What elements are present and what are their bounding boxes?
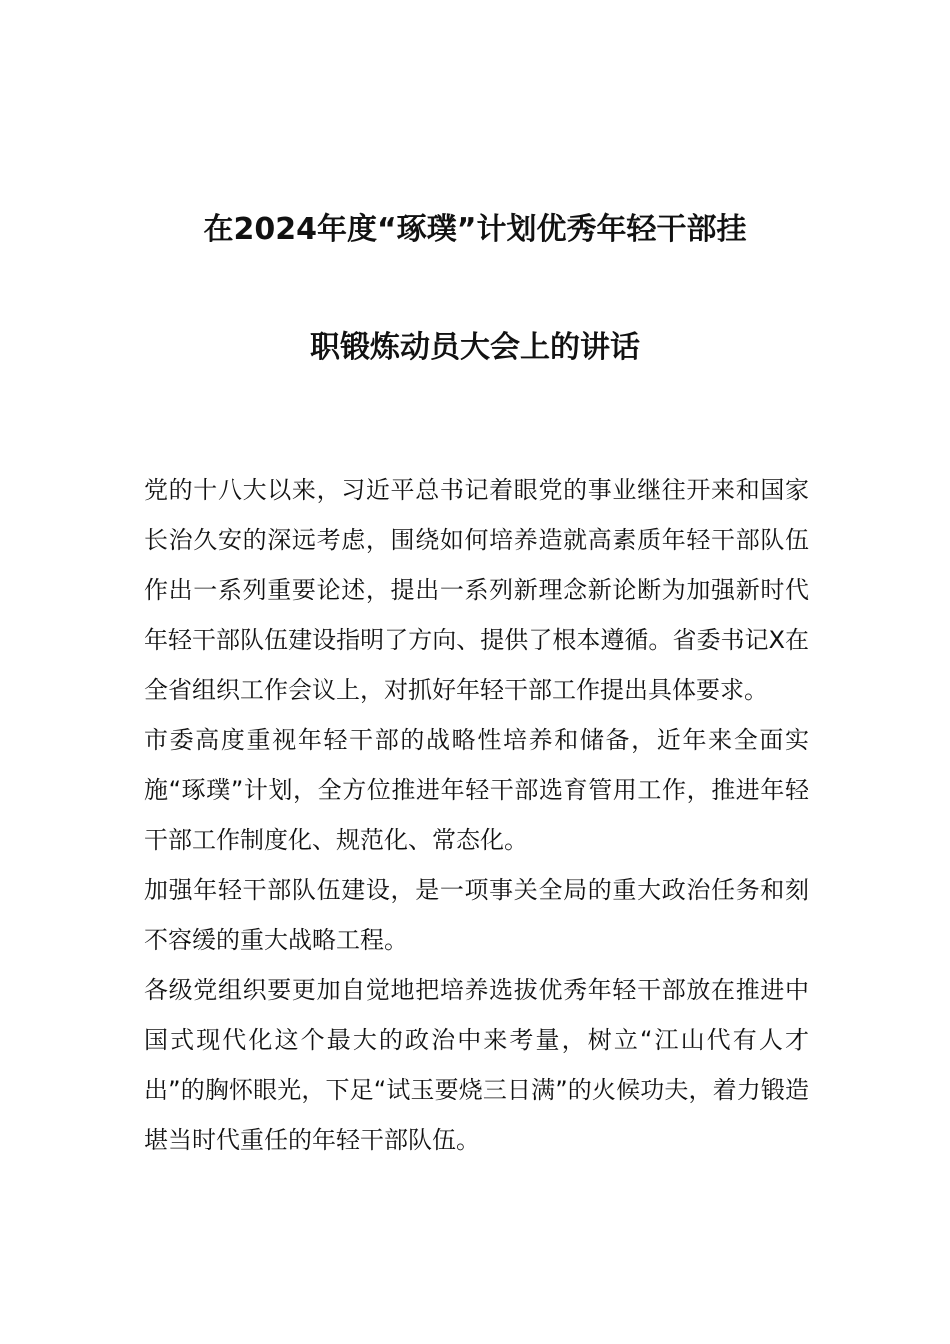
paragraph-1: 党的十八大以来，习近平总书记着眼党的事业继往开来和国家长治久安的深远考虑，围绕如何培养造就高素质年轻干部队伍作出一系列重要论述，提出一系列新理念新论断为加强新时代年轻干部队伍建设指明了方向、提供了根本遵循。省委书记X在全省组织工作会议上，对抓好年轻干部工作提出具体要求。 bbox=[144, 476, 809, 704]
paragraph-4: 各级党组织要更加自觉地把培养选拔优秀年轻干部放在推进中国式现代化这个最大的政治中来考量，树立“江山代有人才出”的胸怀眼光，下足“试玉要烧三日满”的火候功夫，着力锻造堪当时代重任的年轻干部队伍。 bbox=[144, 976, 809, 1154]
title-line-2: 职锻炼动员大会上的讲话 bbox=[310, 330, 640, 365]
document-title bbox=[100, 195, 850, 383]
paragraph-2: 市委高度重视年轻干部的战略性培养和储备，近年来全面实施“琢璞”计划，全方位推进年轻干部选育管用工作，推进年轻干部工作制度化、规范化、常态化。 bbox=[144, 726, 809, 854]
paragraph-3: 加强年轻干部队伍建设，是一项事关全局的重大政治任务和刻不容缓的重大战略工程。 bbox=[144, 876, 809, 954]
document-body bbox=[144, 465, 809, 1165]
title-line-1: 在2024年度“琢璞”计划优秀年轻干部挂 bbox=[203, 212, 747, 247]
